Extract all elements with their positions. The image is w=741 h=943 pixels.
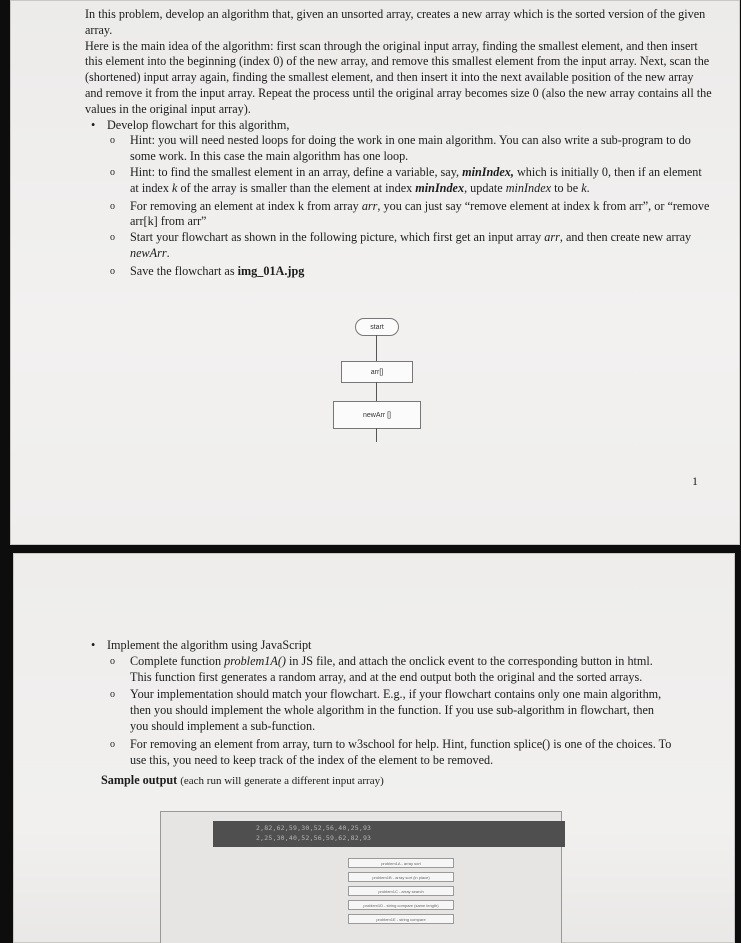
hollow-bullet-icon: o — [110, 135, 115, 147]
sub-bullet-remove-element: o For removing an element at index k from array arr, you can just say “remove element at index k from arr”, or “remove arr[k] from arr” — [110, 198, 710, 229]
sub-bullet-start-flowchart: o Start your flowchart as shown in the following picture, which first get an input array arr, and then create new array newArr. — [110, 230, 692, 260]
hollow-bullet-icon: o — [110, 166, 115, 178]
sample-button-problem1a[interactable]: problem1A - array sort — [348, 858, 454, 868]
flowchart-connector — [376, 335, 377, 361]
sub-bullet-match-flowchart: o Your implementation should match your flowchart. E.g., if your flowchart contains only one main algorithm, then you should implement the whole algorithm in the function. If you use sub-algorithm in flowchart, then you should implement a sub-function. — [110, 687, 662, 733]
bullet-dot-icon: • — [91, 117, 96, 132]
bullet-implement-js: • Implement the algorithm using JavaScript — [91, 638, 312, 652]
page2-body — [85, 638, 675, 790]
sub-bullet-splice: o For removing an element from array, turn to w3school for help. Hint, function splice() is one of the choices. To use this, you need to keep track of the index of the element to be removed. — [110, 736, 672, 767]
flowchart-start-node: start — [355, 318, 399, 336]
bullet-dot-icon: • — [91, 638, 96, 652]
sample-button-problem1b[interactable]: problem1B - array sort (in place) — [348, 872, 454, 882]
sample-output-screenshot — [160, 811, 562, 943]
flowchart-input-node: arr[] — [341, 361, 413, 383]
flowchart-connector — [376, 428, 377, 442]
document-page-1 — [10, 0, 740, 545]
sample-original-array: 2,82,62,59,30,52,56,40,25,93 — [256, 824, 372, 832]
flowchart-process-node: newArr [] — [333, 401, 421, 429]
bullet-develop-flowchart: • Develop flowchart for this algorithm, — [91, 117, 290, 132]
sub-bullet-min-index: o Hint: to find the smallest element in an array, define a variable, say, minIndex, which is initially 0, then if an element at index k of the array is smaller than the element at index minIndex, update minIndex to be k. — [110, 164, 702, 195]
hollow-bullet-icon: o — [110, 265, 115, 277]
sample-button-problem1e[interactable]: problem1E - string compare — [348, 914, 454, 924]
hollow-bullet-icon: o — [110, 738, 115, 750]
sample-output-heading: Sample output (each run will generate a different input array) — [101, 773, 384, 788]
hollow-bullet-icon: o — [110, 232, 115, 244]
sub-bullet-complete-function: o Complete function problem1A() in JS file, and attach the onclick event to the corresponding button in html. This function first generates a random array, and at the end output both the original and the sorted arrays. — [110, 653, 653, 684]
flowchart-connector — [376, 382, 377, 401]
sample-button-problem1c[interactable]: problem1C - array search — [348, 886, 454, 896]
hollow-bullet-icon: o — [110, 200, 115, 212]
intro-paragraph-1: In this problem, develop an algorithm that, given an unsorted array, creates a new array which is the sorted version of the given array. — [85, 7, 706, 37]
page-number: 1 — [692, 474, 698, 488]
document-page-2 — [13, 553, 735, 943]
sample-button-problem1d[interactable]: problem1D - string compare (same length) — [348, 900, 454, 910]
hollow-bullet-icon: o — [110, 655, 115, 667]
sample-sorted-array: 2,25,30,40,52,56,59,62,82,93 — [256, 834, 372, 842]
sub-bullet-nested-loops: o Hint: you will need nested loops for doing the work in one main algorithm. You can also write a sub-program to do some work. In this case the main algorithm has one loop. — [110, 133, 691, 164]
page1-body — [85, 7, 713, 280]
sub-bullet-save-flowchart: o Save the flowchart as img_01A.jpg — [110, 263, 305, 278]
hollow-bullet-icon: o — [110, 689, 115, 701]
intro-paragraph-2: Here is the main idea of the algorithm: first scan through the original input array, finding the smallest element, and then insert this element into the beginning (index 0) of the new array, and remove this smallest element from the input array. Next, scan the (shortened) input array again, finding the smallest element, and then insert it into the next available position of the new array and remove it from the input array. Repeat the process until the original array becomes size 0 (also the new array contains all the values in the original input array). — [85, 38, 712, 116]
